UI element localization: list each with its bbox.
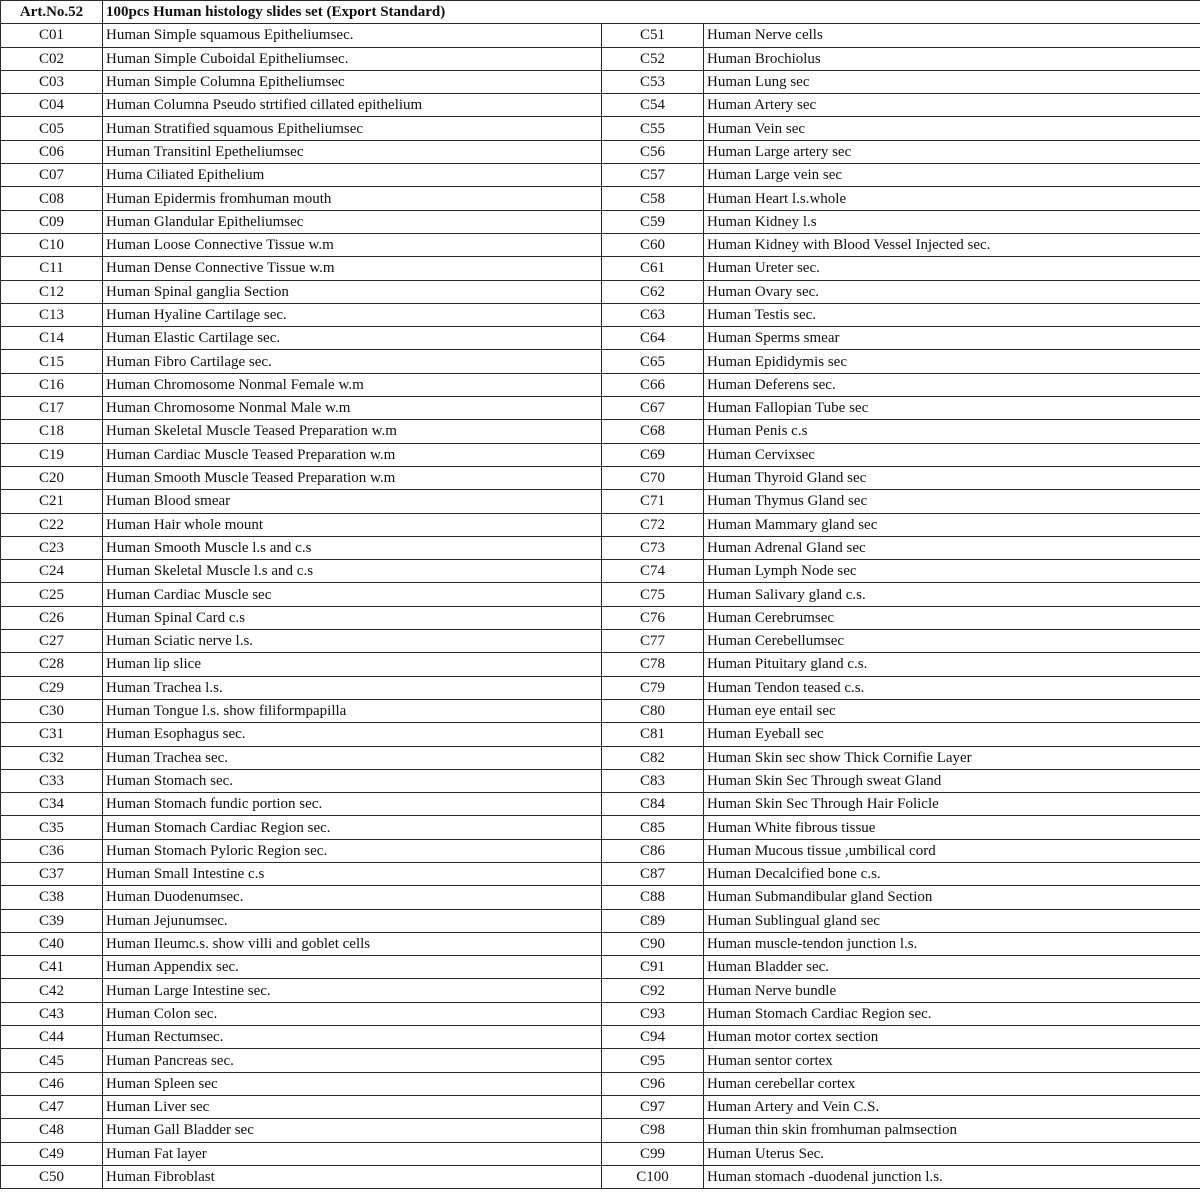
right-slide-code: C78 — [602, 653, 704, 676]
table-row — [1, 560, 1200, 583]
right-slide-code: C73 — [602, 536, 704, 559]
right-slide-name: Human Eyeball sec — [704, 723, 1200, 746]
table-row — [1, 1095, 1200, 1118]
right-slide-code: C94 — [602, 1026, 704, 1049]
left-slide-code: C36 — [1, 839, 103, 862]
table-row — [1, 606, 1200, 629]
right-slide-code: C60 — [602, 233, 704, 256]
left-slide-name: Human Stomach fundic portion sec. — [103, 793, 602, 816]
right-slide-name: Human Skin Sec Through Hair Folicle — [704, 793, 1200, 816]
table-row — [1, 373, 1200, 396]
slides-table-body — [1, 1, 1200, 1189]
left-slide-code: C05 — [1, 117, 103, 140]
right-slide-code: C83 — [602, 769, 704, 792]
right-slide-code: C88 — [602, 886, 704, 909]
left-slide-name: Human Smooth Muscle l.s and c.s — [103, 536, 602, 559]
right-slide-name: Human Artery sec — [704, 94, 1200, 117]
left-slide-code: C09 — [1, 210, 103, 233]
left-slide-name: Human Sciatic nerve l.s. — [103, 630, 602, 653]
left-slide-name: Human Rectumsec. — [103, 1026, 602, 1049]
left-slide-code: C38 — [1, 886, 103, 909]
left-slide-name: Human Jejunumsec. — [103, 909, 602, 932]
set-title: 100pcs Human histology slides set (Export Standard) — [103, 1, 1200, 24]
right-slide-name: Human Nerve cells — [704, 24, 1200, 47]
left-slide-code: C32 — [1, 746, 103, 769]
left-slide-name: Human Columna Pseudo strtified cillated epithelium — [103, 94, 602, 117]
right-slide-name: Human Penis c.s — [704, 420, 1200, 443]
right-slide-code: C100 — [602, 1165, 704, 1188]
right-slide-name: Human motor cortex section — [704, 1026, 1200, 1049]
left-slide-name: Human Gall Bladder sec — [103, 1119, 602, 1142]
table-row — [1, 280, 1200, 303]
left-slide-name: Human Simple squamous Epitheliumsec. — [103, 24, 602, 47]
left-slide-code: C04 — [1, 94, 103, 117]
right-slide-name: Human Adrenal Gland sec — [704, 536, 1200, 559]
right-slide-name: Human Ureter sec. — [704, 257, 1200, 280]
table-row — [1, 164, 1200, 187]
left-slide-code: C48 — [1, 1119, 103, 1142]
right-slide-code: C61 — [602, 257, 704, 280]
right-slide-code: C71 — [602, 490, 704, 513]
table-row — [1, 956, 1200, 979]
left-slide-name: Human Trachea sec. — [103, 746, 602, 769]
table-row — [1, 24, 1200, 47]
left-slide-code: C06 — [1, 140, 103, 163]
table-row — [1, 233, 1200, 256]
right-slide-name: Human Kidney with Blood Vessel Injected sec. — [704, 233, 1200, 256]
right-slide-name: Human Submandibular gland Section — [704, 886, 1200, 909]
right-slide-code: C67 — [602, 397, 704, 420]
table-row — [1, 490, 1200, 513]
right-slide-code: C66 — [602, 373, 704, 396]
right-slide-code: C56 — [602, 140, 704, 163]
right-slide-code: C72 — [602, 513, 704, 536]
right-slide-name: Human Lymph Node sec — [704, 560, 1200, 583]
right-slide-name: Human Nerve bundle — [704, 979, 1200, 1002]
table-row — [1, 327, 1200, 350]
right-slide-code: C84 — [602, 793, 704, 816]
right-slide-name: Human thin skin fromhuman palmsection — [704, 1119, 1200, 1142]
left-slide-name: Human lip slice — [103, 653, 602, 676]
left-slide-name: Human Trachea l.s. — [103, 676, 602, 699]
article-number: Art.No.52 — [1, 1, 103, 24]
table-row — [1, 1142, 1200, 1165]
left-slide-code: C41 — [1, 956, 103, 979]
right-slide-code: C74 — [602, 560, 704, 583]
left-slide-name: Human Large Intestine sec. — [103, 979, 602, 1002]
right-slide-name: Human stomach -duodenal junction l.s. — [704, 1165, 1200, 1188]
right-slide-code: C53 — [602, 70, 704, 93]
left-slide-code: C08 — [1, 187, 103, 210]
right-slide-code: C80 — [602, 699, 704, 722]
right-slide-name: Human Mucous tissue ,umbilical cord — [704, 839, 1200, 862]
left-slide-code: C11 — [1, 257, 103, 280]
right-slide-name: Human eye entail sec — [704, 699, 1200, 722]
right-slide-code: C81 — [602, 723, 704, 746]
left-slide-code: C23 — [1, 536, 103, 559]
left-slide-code: C03 — [1, 70, 103, 93]
right-slide-name: Human Uterus Sec. — [704, 1142, 1200, 1165]
left-slide-name: Human Stomach Pyloric Region sec. — [103, 839, 602, 862]
right-slide-code: C65 — [602, 350, 704, 373]
table-row — [1, 70, 1200, 93]
left-slide-code: C14 — [1, 327, 103, 350]
right-slide-code: C85 — [602, 816, 704, 839]
table-row — [1, 630, 1200, 653]
left-slide-name: Human Smooth Muscle Teased Preparation w.m — [103, 466, 602, 489]
table-row — [1, 979, 1200, 1002]
right-slide-name: Human Testis sec. — [704, 303, 1200, 326]
left-slide-name: Human Cardiac Muscle sec — [103, 583, 602, 606]
table-row — [1, 47, 1200, 70]
table-row — [1, 350, 1200, 373]
table-row — [1, 886, 1200, 909]
left-slide-code: C24 — [1, 560, 103, 583]
left-slide-name: Human Duodenumsec. — [103, 886, 602, 909]
table-row — [1, 793, 1200, 816]
right-slide-code: C86 — [602, 839, 704, 862]
table-row — [1, 769, 1200, 792]
right-slide-code: C98 — [602, 1119, 704, 1142]
table-row — [1, 466, 1200, 489]
left-slide-code: C19 — [1, 443, 103, 466]
table-row — [1, 187, 1200, 210]
right-slide-name: Human Deferens sec. — [704, 373, 1200, 396]
left-slide-code: C45 — [1, 1049, 103, 1072]
right-slide-name: Human muscle-tendon junction l.s. — [704, 932, 1200, 955]
table-row — [1, 420, 1200, 443]
right-slide-name: Human cerebellar cortex — [704, 1072, 1200, 1095]
table-row — [1, 443, 1200, 466]
left-slide-code: C13 — [1, 303, 103, 326]
table-row — [1, 1165, 1200, 1188]
left-slide-name: Human Cardiac Muscle Teased Preparation w.m — [103, 443, 602, 466]
right-slide-code: C52 — [602, 47, 704, 70]
left-slide-name: Human Fat layer — [103, 1142, 602, 1165]
table-row — [1, 94, 1200, 117]
left-slide-code: C46 — [1, 1072, 103, 1095]
right-slide-name: Human Tendon teased c.s. — [704, 676, 1200, 699]
left-slide-code: C31 — [1, 723, 103, 746]
table-row — [1, 397, 1200, 420]
right-slide-name: Human Thymus Gland sec — [704, 490, 1200, 513]
right-slide-code: C51 — [602, 24, 704, 47]
left-slide-code: C21 — [1, 490, 103, 513]
right-slide-name: Human Skin Sec Through sweat Gland — [704, 769, 1200, 792]
left-slide-name: Human Loose Connective Tissue w.m — [103, 233, 602, 256]
left-slide-name: Human Elastic Cartilage sec. — [103, 327, 602, 350]
left-slide-code: C43 — [1, 1002, 103, 1025]
left-slide-code: C35 — [1, 816, 103, 839]
left-slide-name: Human Hair whole mount — [103, 513, 602, 536]
left-slide-name: Human Fibro Cartilage sec. — [103, 350, 602, 373]
right-slide-code: C90 — [602, 932, 704, 955]
left-slide-name: Human Chromosome Nonmal Female w.m — [103, 373, 602, 396]
table-row — [1, 257, 1200, 280]
right-slide-name: Human Brochiolus — [704, 47, 1200, 70]
right-slide-code: C93 — [602, 1002, 704, 1025]
left-slide-code: C15 — [1, 350, 103, 373]
right-slide-name: Human Fallopian Tube sec — [704, 397, 1200, 420]
table-row — [1, 536, 1200, 559]
left-slide-name: Human Liver sec — [103, 1095, 602, 1118]
table-row — [1, 1026, 1200, 1049]
right-slide-code: C97 — [602, 1095, 704, 1118]
table-row — [1, 909, 1200, 932]
table-row — [1, 862, 1200, 885]
left-slide-name: Human Glandular Epitheliumsec — [103, 210, 602, 233]
right-slide-name: Human Epididymis sec — [704, 350, 1200, 373]
table-row — [1, 816, 1200, 839]
left-slide-code: C44 — [1, 1026, 103, 1049]
right-slide-name: Human Pituitary gland c.s. — [704, 653, 1200, 676]
left-slide-name: Human Small Intestine c.s — [103, 862, 602, 885]
right-slide-code: C92 — [602, 979, 704, 1002]
table-row — [1, 210, 1200, 233]
left-slide-name: Human Spinal Card c.s — [103, 606, 602, 629]
right-slide-code: C75 — [602, 583, 704, 606]
right-slide-code: C99 — [602, 1142, 704, 1165]
table-row — [1, 723, 1200, 746]
right-slide-code: C62 — [602, 280, 704, 303]
table-row — [1, 1049, 1200, 1072]
left-slide-code: C02 — [1, 47, 103, 70]
left-slide-code: C49 — [1, 1142, 103, 1165]
right-slide-name: Human Vein sec — [704, 117, 1200, 140]
right-slide-name: Human Skin sec show Thick Cornifie Layer — [704, 746, 1200, 769]
right-slide-name: Human Salivary gland c.s. — [704, 583, 1200, 606]
right-slide-name: Human Artery and Vein C.S. — [704, 1095, 1200, 1118]
left-slide-code: C39 — [1, 909, 103, 932]
left-slide-code: C22 — [1, 513, 103, 536]
right-slide-code: C68 — [602, 420, 704, 443]
table-row — [1, 513, 1200, 536]
table-row — [1, 583, 1200, 606]
left-slide-name: Human Skeletal Muscle l.s and c.s — [103, 560, 602, 583]
left-slide-name: Human Stratified squamous Epitheliumsec — [103, 117, 602, 140]
right-slide-name: Human Thyroid Gland sec — [704, 466, 1200, 489]
right-slide-name: Human Kidney l.s — [704, 210, 1200, 233]
right-slide-code: C82 — [602, 746, 704, 769]
left-slide-name: Huma Ciliated Epithelium — [103, 164, 602, 187]
table-row — [1, 1002, 1200, 1025]
table-row — [1, 1072, 1200, 1095]
left-slide-code: C50 — [1, 1165, 103, 1188]
right-slide-code: C55 — [602, 117, 704, 140]
right-slide-code: C54 — [602, 94, 704, 117]
left-slide-name: Human Dense Connective Tissue w.m — [103, 257, 602, 280]
right-slide-code: C70 — [602, 466, 704, 489]
table-row — [1, 653, 1200, 676]
left-slide-name: Human Stomach sec. — [103, 769, 602, 792]
right-slide-name: Human Large artery sec — [704, 140, 1200, 163]
left-slide-name: Human Skeletal Muscle Teased Preparation w.m — [103, 420, 602, 443]
left-slide-code: C28 — [1, 653, 103, 676]
right-slide-name: Human Cerebrumsec — [704, 606, 1200, 629]
right-slide-code: C87 — [602, 862, 704, 885]
left-slide-code: C30 — [1, 699, 103, 722]
table-row — [1, 303, 1200, 326]
right-slide-name: Human Sperms smear — [704, 327, 1200, 350]
left-slide-code: C29 — [1, 676, 103, 699]
left-slide-name: Human Blood smear — [103, 490, 602, 513]
left-slide-code: C27 — [1, 630, 103, 653]
right-slide-name: Human sentor cortex — [704, 1049, 1200, 1072]
left-slide-name: Human Simple Cuboidal Epitheliumsec. — [103, 47, 602, 70]
left-slide-name: Human Transitinl Epetheliumsec — [103, 140, 602, 163]
right-slide-code: C59 — [602, 210, 704, 233]
right-slide-name: Human Stomach Cardiac Region sec. — [704, 1002, 1200, 1025]
left-slide-name: Human Epidermis fromhuman mouth — [103, 187, 602, 210]
left-slide-code: C16 — [1, 373, 103, 396]
left-slide-code: C25 — [1, 583, 103, 606]
right-slide-code: C63 — [602, 303, 704, 326]
right-slide-code: C91 — [602, 956, 704, 979]
table-header-row — [1, 1, 1200, 24]
left-slide-code: C01 — [1, 24, 103, 47]
left-slide-name: Human Hyaline Cartilage sec. — [103, 303, 602, 326]
right-slide-name: Human Bladder sec. — [704, 956, 1200, 979]
right-slide-name: Human Lung sec — [704, 70, 1200, 93]
left-slide-code: C20 — [1, 466, 103, 489]
left-slide-code: C18 — [1, 420, 103, 443]
table-row — [1, 117, 1200, 140]
right-slide-code: C96 — [602, 1072, 704, 1095]
left-slide-name: Human Ileumc.s. show villi and goblet cells — [103, 932, 602, 955]
left-slide-code: C33 — [1, 769, 103, 792]
left-slide-name: Human Chromosome Nonmal Male w.m — [103, 397, 602, 420]
left-slide-code: C26 — [1, 606, 103, 629]
left-slide-name: Human Colon sec. — [103, 1002, 602, 1025]
right-slide-code: C64 — [602, 327, 704, 350]
table-row — [1, 699, 1200, 722]
left-slide-name: Human Simple Columna Epitheliumsec — [103, 70, 602, 93]
right-slide-code: C76 — [602, 606, 704, 629]
left-slide-name: Human Spinal ganglia Section — [103, 280, 602, 303]
table-row — [1, 839, 1200, 862]
right-slide-name: Human Heart l.s.whole — [704, 187, 1200, 210]
left-slide-code: C10 — [1, 233, 103, 256]
table-row — [1, 932, 1200, 955]
right-slide-code: C79 — [602, 676, 704, 699]
left-slide-code: C47 — [1, 1095, 103, 1118]
left-slide-name: Human Appendix sec. — [103, 956, 602, 979]
right-slide-code: C57 — [602, 164, 704, 187]
right-slide-code: C89 — [602, 909, 704, 932]
left-slide-code: C12 — [1, 280, 103, 303]
left-slide-name: Human Spleen sec — [103, 1072, 602, 1095]
right-slide-name: Human Decalcified bone c.s. — [704, 862, 1200, 885]
right-slide-name: Human Mammary gland sec — [704, 513, 1200, 536]
left-slide-name: Human Pancreas sec. — [103, 1049, 602, 1072]
right-slide-code: C95 — [602, 1049, 704, 1072]
left-slide-code: C40 — [1, 932, 103, 955]
right-slide-code: C69 — [602, 443, 704, 466]
left-slide-code: C07 — [1, 164, 103, 187]
table-row — [1, 746, 1200, 769]
left-slide-code: C42 — [1, 979, 103, 1002]
right-slide-name: Human Ovary sec. — [704, 280, 1200, 303]
right-slide-name: Human Cervixsec — [704, 443, 1200, 466]
left-slide-code: C37 — [1, 862, 103, 885]
left-slide-name: Human Fibroblast — [103, 1165, 602, 1188]
table-row — [1, 1119, 1200, 1142]
table-row — [1, 140, 1200, 163]
right-slide-name: Human Sublingual gland sec — [704, 909, 1200, 932]
left-slide-code: C34 — [1, 793, 103, 816]
left-slide-name: Human Stomach Cardiac Region sec. — [103, 816, 602, 839]
left-slide-code: C17 — [1, 397, 103, 420]
right-slide-code: C77 — [602, 630, 704, 653]
table-row — [1, 676, 1200, 699]
right-slide-name: Human Large vein sec — [704, 164, 1200, 187]
right-slide-name: Human White fibrous tissue — [704, 816, 1200, 839]
right-slide-code: C58 — [602, 187, 704, 210]
left-slide-name: Human Tongue l.s. show filiformpapilla — [103, 699, 602, 722]
right-slide-name: Human Cerebellumsec — [704, 630, 1200, 653]
left-slide-name: Human Esophagus sec. — [103, 723, 602, 746]
